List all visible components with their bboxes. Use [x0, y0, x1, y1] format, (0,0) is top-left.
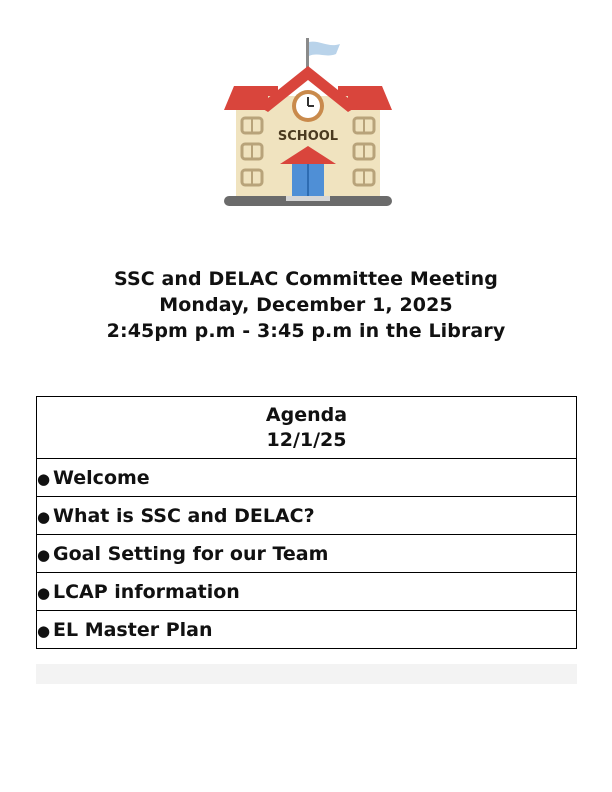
bullet-icon: ● — [37, 621, 51, 640]
bullet-icon: ● — [37, 583, 51, 602]
agenda-row — [37, 611, 577, 649]
agenda-item — [37, 573, 577, 611]
agenda-date: 12/1/25 — [266, 428, 347, 451]
bullet-icon: ● — [37, 507, 51, 526]
flag-icon — [309, 42, 340, 56]
agenda-row — [37, 535, 577, 573]
agenda-row — [37, 573, 577, 611]
bullet-icon: ● — [37, 545, 51, 564]
agenda-item — [37, 611, 577, 649]
agenda-item-text: Goal Setting for our Team — [53, 542, 329, 565]
bullet-icon: ● — [37, 469, 51, 488]
agenda-row — [37, 459, 577, 497]
agenda-row — [37, 497, 577, 535]
school-building-illustration — [220, 36, 396, 212]
agenda-item-text: Welcome — [53, 466, 150, 489]
meeting-date: Monday, December 1, 2025 — [159, 294, 453, 316]
agenda-item-text: What is SSC and DELAC? — [53, 504, 315, 527]
meeting-title: SSC and DELAC Committee Meeting — [114, 268, 498, 290]
agenda-title: Agenda — [265, 403, 348, 426]
agenda-header-cell — [37, 397, 577, 459]
agenda-item-text: LCAP information — [53, 580, 240, 603]
agenda-item — [37, 497, 577, 535]
entrance-steps — [286, 196, 330, 201]
agenda-item-text: EL Master Plan — [53, 618, 213, 641]
agenda-item — [37, 535, 577, 573]
blank-shaded-bar — [36, 664, 577, 684]
school-sign-text: SCHOOL — [277, 129, 339, 144]
agenda-table — [36, 396, 577, 649]
meeting-time-location: 2:45pm p.m - 3:45 p.m in the Library — [106, 320, 506, 342]
meeting-heading — [0, 266, 612, 344]
agenda-item — [37, 459, 577, 497]
